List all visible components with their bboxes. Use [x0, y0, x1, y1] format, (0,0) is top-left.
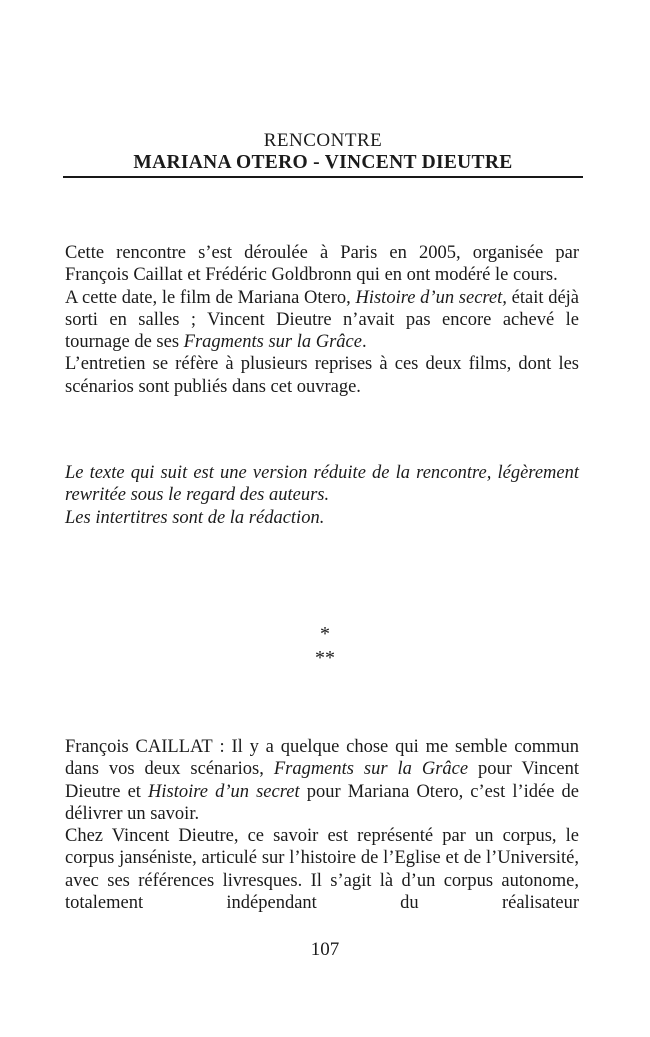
body-text: Les intertitres sont de la rédaction.	[65, 507, 325, 528]
italic-title-text: Fragments sur la Grâce	[273, 759, 469, 780]
asterisk-line-1: *	[320, 623, 330, 645]
paragraph	[65, 287, 579, 354]
body-text: .	[361, 332, 367, 353]
italic-title-text: Histoire d’un secret,	[355, 287, 507, 308]
italic-title-text: Fragments sur la Grâce	[183, 332, 362, 353]
intro-block	[65, 242, 579, 398]
asterisk-separator	[0, 622, 650, 670]
paragraph	[65, 825, 579, 914]
body-text: Cette rencontre s’est déroulée à Paris en 2005, organisée par François Caillat et Frédéric Goldbronn qui en ont modéré le cours.	[65, 243, 579, 286]
page-title: MARIANA OTERO - VINCENT DIEUTRE	[133, 152, 513, 173]
section-title: RENCONTRE	[263, 130, 383, 151]
asterisk-line-2: **	[315, 647, 335, 669]
body-text: pour Vincent Dieutre et	[65, 759, 579, 802]
paragraph	[65, 353, 579, 398]
paragraph	[65, 242, 579, 287]
paragraph	[65, 462, 579, 507]
paragraph	[65, 736, 579, 825]
body-text: était déjà sorti en salles ; Vincent Dieutre n’avait pas encore achevé le tournage de ses	[65, 287, 580, 353]
page-number: 107	[310, 939, 340, 960]
body-text: pour Mariana Otero, c’est l’idée de délivrer un savoir.	[65, 781, 579, 824]
body-text: Chez Vincent Dieutre, ce savoir est représenté par un corpus, le corpus janséniste, articulé sur l’histoire de l’Eglise et de l’Université, avec ses références livresques. Il s’agit là d’un corpus autonome, totalement indépendant du réalisateur	[65, 826, 579, 914]
title-rule	[63, 176, 583, 178]
body-text: Le texte qui suit est une version réduite de la rencontre, légèrement rewritée sous le regard des auteurs.	[65, 463, 579, 506]
page-header	[63, 130, 583, 178]
editorial-note-block	[65, 462, 579, 529]
body-text: François CAILLAT : Il y a quelque chose qui me semble commun dans vos deux scénarios,	[65, 737, 579, 780]
body-text: L’entretien se réfère à plusieurs reprises à ces deux films, dont les scénarios sont publiés dans cet ouvrage.	[65, 354, 579, 397]
paragraph	[65, 507, 579, 529]
body-text: A cette date, le film de Mariana Otero,	[65, 287, 356, 308]
italic-title-text: Histoire d’un secret	[148, 781, 300, 802]
dialogue-block	[65, 736, 579, 914]
